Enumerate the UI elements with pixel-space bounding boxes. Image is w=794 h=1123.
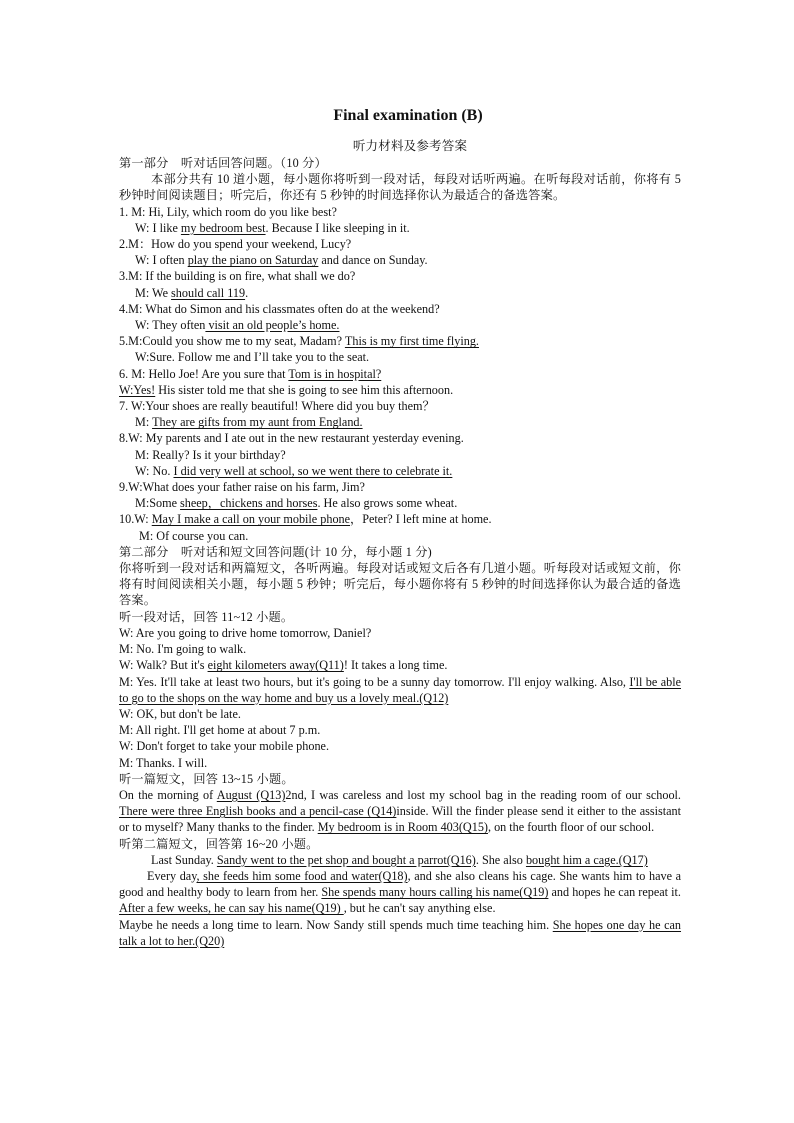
q2-answer [119, 252, 681, 268]
text: and dance on Sunday. [318, 253, 428, 268]
text: . Because I like sleeping in it. [265, 220, 410, 235]
text: . [245, 285, 249, 300]
answer-underline: visit an old people’s home. [205, 318, 340, 333]
dialog-heading: 听一段对话，回答 11~12 小题。 [119, 609, 294, 624]
text: . He also grows some wheat. [317, 496, 458, 511]
answer-underline: play the piano on Saturday [187, 253, 319, 268]
text: Every day [147, 868, 197, 883]
dialog-line: W: OK, but don't be late. [119, 706, 241, 721]
answer-underline: eight kilometers away(Q11) [207, 658, 344, 673]
q1-question: 1. M: Hi, Lily, which room do you like best? [119, 204, 337, 219]
text: His sister told me that she is going to see him this afternoon. [155, 382, 454, 397]
text: M:Some [135, 496, 181, 511]
answer-underline: She hopes one day he can talk a lot to her.(Q20) [119, 917, 682, 948]
q1-answer [119, 220, 681, 236]
q10-answer: M: Of course you can. [139, 528, 249, 543]
text: . She also [475, 852, 526, 867]
answer-underline: This is my first time flying. [344, 334, 479, 349]
answer-underline: Tom is in hospital? [288, 366, 382, 381]
answer-underline: They are gifts from my aunt from England. [152, 415, 363, 430]
text: W: No. [135, 463, 174, 478]
text: Last Sunday. [151, 852, 217, 867]
answer-underline: bought him a cage.(Q17) [525, 852, 648, 867]
text: Maybe he needs a long time to learn. Now Sandy still spends much time teaching him. [119, 917, 553, 932]
answer-underline: , she feeds him some food and water(Q18) [196, 868, 408, 883]
passage2-para2 [119, 868, 681, 917]
dialog-line: M: All right. I'll get home at about 7 p.m. [119, 723, 321, 738]
answer-underline: August (Q13) [216, 787, 286, 802]
text: W: Walk? But it's [119, 658, 208, 673]
text: and hopes he can repeat it. [548, 885, 681, 900]
text: inside. Will the finder please send it either to the assistant or to myself? Many thanks to the finder. [119, 804, 681, 835]
q9-question: 9.W:What does your father raise on his farm, Jim? [119, 480, 365, 495]
text: M: [135, 415, 153, 430]
text: 2nd, I was careless and lost my school bag in the reading room of our school. [285, 787, 681, 802]
text: W: I often [135, 253, 188, 268]
dialog-line: W: Don't forget to take your mobile phone. [119, 739, 330, 754]
q8-answer [119, 463, 681, 479]
text: 10.W: [119, 512, 152, 527]
dialog-line: M: Thanks. I will. [119, 755, 208, 770]
answer-underline: sheep，chickens and horses [180, 496, 318, 511]
answer-underline: should call 119 [171, 285, 246, 300]
part1-intro: 本部分共有 10 道小题，每小题你将听到一段对话，每段对话听两遍。在听每段对话前，你将有 5 秒钟时间阅读题目；听完后，你还有 5 秒钟的时间选择你认为最适合的备选答案。 [119, 172, 681, 203]
dialog-line [119, 657, 681, 673]
answer-underline: I'll be able to go to the shops on the way home and buy us a lovely meal.(Q12) [119, 674, 681, 705]
q7-question: 7. W:Your shoes are really beautiful! Where did you buy them？ [119, 399, 435, 414]
passage1 [119, 787, 681, 836]
text: , but he can't say anything else. [343, 901, 496, 916]
answer-underline: There were three English books and a pencil-case (Q14) [119, 804, 397, 819]
q8-line2: M: Really? Is it your birthday? [135, 447, 286, 462]
page-title: Final examination (B) [333, 107, 483, 124]
q5-answer: W:Sure. Follow me and I’ll take you to the seat. [135, 350, 370, 365]
q4-question: 4.M: What do Simon and his classmates often do at the weekend? [119, 301, 440, 316]
answer-underline: May I make a call on your mobile phone [151, 512, 351, 527]
passage1-heading: 听一篇短文，回答 13~15 小题。 [119, 771, 294, 786]
dialog-line: M: No. I'm going to walk. [119, 642, 247, 657]
text: 5.M:Could you show me to my seat, Madam? [119, 334, 345, 349]
q4-answer [119, 317, 681, 333]
answer-underline: She spends many hours calling his name(Q19) [321, 885, 549, 900]
text: M: We [135, 285, 172, 300]
answer-underline: my bedroom best [180, 220, 266, 235]
passage2-heading: 听第二篇短文，回答第 16~20 小题。 [119, 836, 319, 851]
text: , and she also cleans his cage. She wants him to have a good and healthy body to learn from her. [119, 868, 681, 900]
dialog-line: W: Are you going to drive home tomorrow, Daniel? [119, 625, 372, 640]
passage2-para3 [119, 917, 681, 949]
answer-underline: W:Yes! [119, 382, 156, 397]
q3-question: 3.M: If the building is on fire, what shall we do? [119, 269, 356, 284]
page-subtitle: 听力材料及参考答案 [352, 139, 468, 153]
q6-question [119, 366, 681, 382]
q9-answer [119, 495, 681, 511]
answer-underline: After a few weeks, he can say his name(Q19) [119, 901, 344, 916]
text: M: Yes. It'll take at least two hours, but it's going to be a sunny day tomorrow. I'll enjoy walking. Also, [119, 674, 630, 689]
text: 6. M: Hello Joe! Are you sure that [119, 366, 289, 381]
text: , on the fourth floor of our school. [487, 820, 655, 835]
part1-heading: 第一部分 听对话回答问题。（10 分） [119, 156, 327, 170]
text: ! It takes a long time. [343, 658, 448, 673]
part2-intro: 你将听到一段对话和两篇短文，各听两遍。每段对话或短文后各有几道小题。听每段对话或短文前，你将有时间阅读相关小题，每小题 5 秒钟；听完后，每小题你将有 5 秒钟的时间选择你认为最合适的备选答案。 [119, 561, 681, 608]
passage2-para1 [119, 852, 681, 868]
q3-answer [119, 285, 681, 301]
answer-underline: My bedroom is in Room 403(Q15) [317, 820, 488, 835]
text: W: I like [135, 220, 181, 235]
text: W: They often [135, 318, 206, 333]
answer-underline: Sandy went to the pet shop and bought a parrot(Q16) [216, 852, 476, 867]
text: ，Peter? I left mine at home. [350, 512, 492, 527]
q7-answer [119, 414, 681, 430]
q5-question [119, 333, 681, 349]
q8-question: 8.W: My parents and I ate out in the new restaurant yesterday evening. [119, 431, 464, 446]
q10-question [119, 511, 681, 527]
answer-sheet-page [119, 104, 681, 949]
text: On the morning of [119, 787, 217, 802]
q2-question: 2.M：How do you spend your weekend, Lucy? [119, 237, 352, 252]
part2-heading: 第二部分 听对话和短文回答问题(计 10 分，每小题 1 分) [119, 544, 432, 559]
answer-underline: I did very well at school, so we went there to celebrate it. [173, 463, 453, 478]
dialog-line [119, 674, 681, 706]
q6-answer [119, 382, 681, 398]
